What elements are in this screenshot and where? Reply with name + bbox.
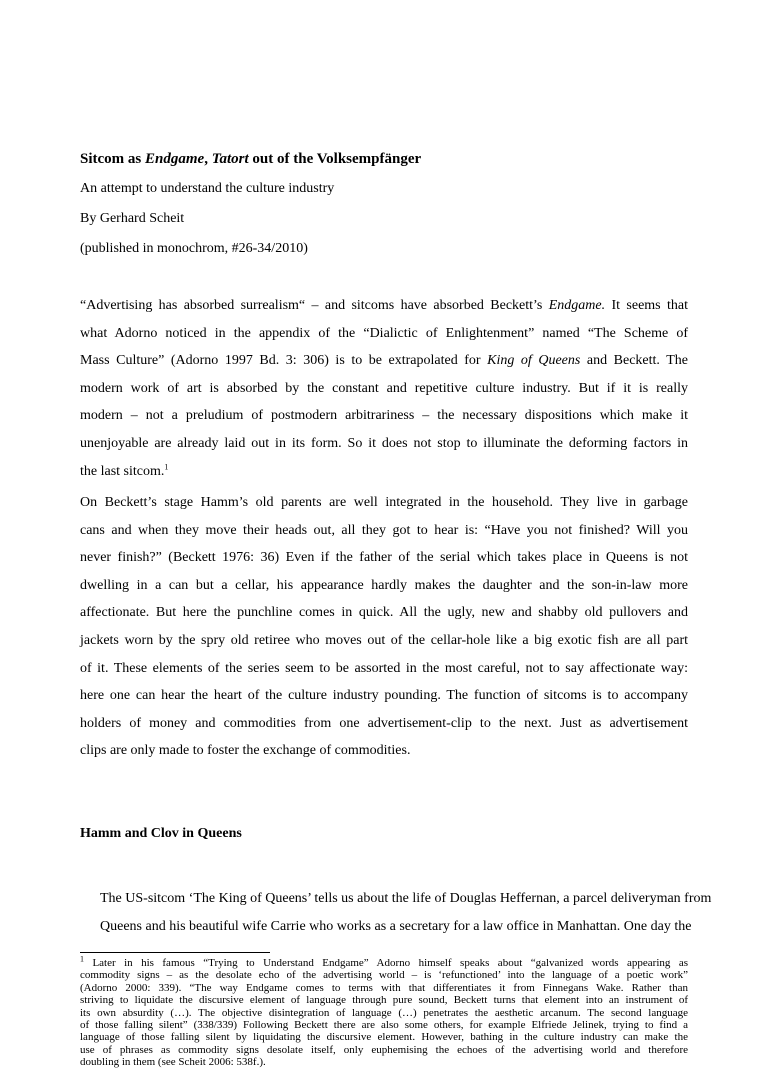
text-line: here one can hear the heart of the culture industry pounding. The function of sitcoms is to accompany: [80, 688, 688, 704]
text-line: [80, 954, 688, 969]
text-line: commodity signs – as the desolate echo of the advertising world – is ‘refunctioned’ into the language of a poetic work”: [80, 969, 688, 982]
text-run-italic: Endgame.: [548, 298, 606, 313]
document-subtitle: An attempt to understand the culture industry: [80, 181, 335, 196]
text-line: striving to liquidate the discursive element of language through pure sound, Beckett turns that element into an instrument of: [80, 994, 688, 1007]
title-part: out of the Volksempfänger: [248, 151, 422, 167]
text-line: jackets worn by the spry old retiree who moves out of the cellar-hole like a big exotic fish are all part: [80, 632, 688, 648]
text-run-italic: King of Queens: [487, 353, 581, 369]
text-line: modern – not a preludium of postmodern arbitrariness – the necessary dispositions which make it: [80, 408, 688, 424]
text-line: clips are only made to foster the exchange of commodities.: [80, 743, 411, 759]
text-line: language of those falling silent by liquidating the discursive element. However, bathing in the culture industry can make the: [80, 1031, 688, 1044]
document-title: [80, 150, 421, 168]
title-part-italic: Tatort: [211, 151, 249, 167]
text-line: never finish?” (Beckett 1976: 36) Even if the father of the serial which takes place in Queens is not: [80, 550, 688, 566]
text-line: holders of money and commodities from one advertisement-clip to the next. Just as advertisement: [80, 715, 688, 731]
title-part: Sitcom as: [80, 151, 145, 167]
text-run: and Beckett. The: [580, 353, 688, 369]
text-line: [80, 458, 688, 486]
text-run: the last sitcom.: [80, 463, 165, 479]
text-line: use of phrases as commodity signs desolate itself, only euphemising the echoes of the advertising world and therefore: [80, 1043, 688, 1056]
text-line: Queens and his beautiful wife Carrie who works as a secretary for a law office in Manhattan. One day the: [100, 918, 692, 934]
footnote-reference[interactable]: 1: [164, 461, 169, 471]
title-part-italic: Endgame: [145, 151, 205, 167]
text-run: Later in his famous “Trying to Understand Endgame” Adorno himself speaks about “galvanized words appearing as: [84, 957, 688, 969]
text-line: The US-sitcom ‘The King of Queens’ tells us about the life of Douglas Heffernan, a parcel deliveryman from: [100, 891, 712, 906]
text-line: of it. These elements of the series seem to be assorted in the most careful, not to say affectionate way:: [80, 660, 688, 676]
text-run: Mass Culture” (Adorno 1997 Bd. 3: 306) is to be extrapolated for: [80, 353, 488, 369]
publication-note: (published in monochrom, #26-34/2010): [80, 241, 308, 256]
footnote: [80, 954, 688, 1069]
text-line: cans and when they move their heads out, all they got to hear is: “Have you not finished? Will you: [80, 522, 688, 538]
section-heading: Hamm and Clov in Queens: [80, 826, 242, 841]
text-line: [80, 347, 688, 375]
block-quote: [100, 885, 712, 940]
text-run: “Advertising has absorbed surrealism“ – and sitcoms have absorbed Beckett’s: [80, 298, 549, 313]
paragraph-1: [80, 292, 688, 485]
title-part: ,: [204, 151, 212, 167]
text-line: dwelling in a can but a cellar, his appearance hardly makes the daughter and the son-in-law more: [80, 577, 688, 593]
byline: By Gerhard Scheit: [80, 211, 185, 226]
text-line: modern work of art is absorbed by the constant and repetitive culture industry. But if it is really: [80, 380, 688, 396]
text-line: what Adorno noticed in the appendix of the “Dialictic of Enlightenment” named “The Scheme of: [80, 325, 688, 341]
paragraph-2: [80, 489, 688, 765]
text-line: (Adorno 2000: 339). “The way Endgame comes to terms with that differentiates it from Finnegans Wake. Rather than: [80, 981, 688, 994]
footnote-number: 1: [80, 954, 84, 964]
footnote-divider: [80, 952, 270, 953]
text-line: its own absurdity (…). The objective disintegration of language (…) penetrates the aesthetic arcanum. The second language: [80, 1006, 688, 1019]
text-run: It seems that: [605, 298, 688, 313]
text-line: doubling in them (see Scheit 2006: 538f.).: [80, 1056, 266, 1069]
text-line: affectionate. But here the punchline comes in quick. All the ugly, new and shabby old pullovers and: [80, 605, 688, 621]
text-line: [80, 292, 688, 320]
text-line: of those falling silent” (338/339) Following Beckett there are also some others, for example Elfriede Jelinek, trying to find a: [80, 1018, 688, 1031]
text-line: On Beckett’s stage Hamm’s old parents are well integrated in the household. They live in garbage: [80, 495, 688, 510]
text-line: unenjoyable are already laid out in its form. So it does not stop to illuminate the deforming factors in: [80, 435, 688, 451]
